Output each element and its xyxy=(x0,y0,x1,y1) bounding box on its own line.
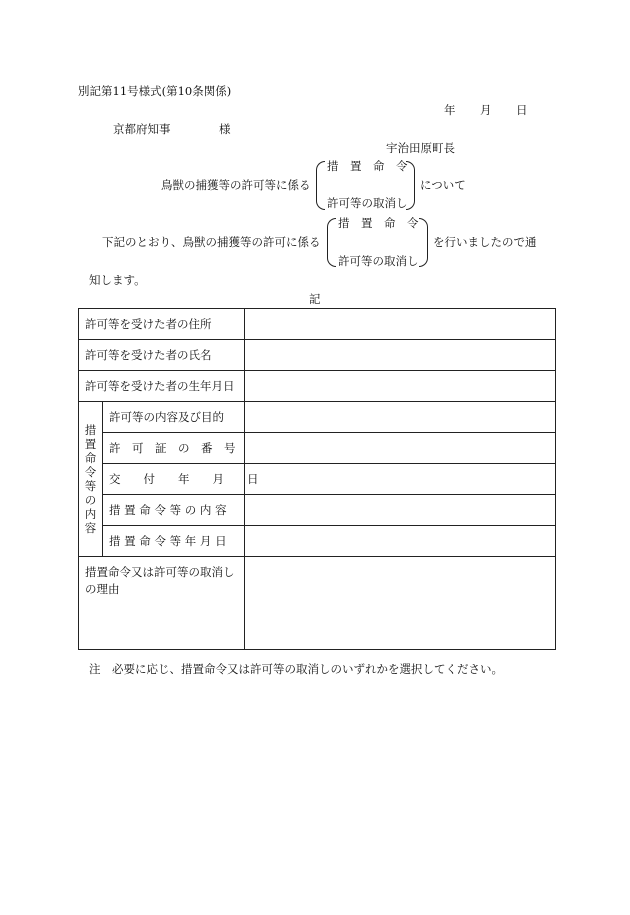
row-value-cell[interactable] xyxy=(245,402,556,433)
table-row xyxy=(79,433,556,464)
row-value-cell[interactable] xyxy=(245,309,556,340)
table-row xyxy=(79,402,556,433)
sender: 宇治田原町長 xyxy=(386,141,455,155)
row-value-cell[interactable] xyxy=(245,526,556,557)
row-value-cell[interactable] xyxy=(245,433,556,464)
row-label: 許可等の内容及び目的 xyxy=(103,402,245,433)
subject-option-top: 措 置 命 令 xyxy=(327,159,408,173)
addressee-name: 京都府知事 xyxy=(113,122,171,136)
table-row xyxy=(79,309,556,340)
addressee-honorific: 様 xyxy=(219,122,231,136)
body-option-bottom: 許可等の取消し xyxy=(338,254,419,268)
reason-value-cell[interactable] xyxy=(245,557,556,650)
date-month: 月 xyxy=(480,103,492,117)
group-label-vertical: 措 置 命 令 等 の 内 容 xyxy=(79,402,103,557)
table-row xyxy=(79,495,556,526)
ki-heading: 記 xyxy=(309,292,321,306)
subject-option-bottom: 許可等の取消し xyxy=(327,196,408,210)
table-row xyxy=(79,526,556,557)
body-suffix: を行いましたので通 xyxy=(433,235,537,249)
row-label: 許 可 証 の 番 号 xyxy=(103,433,245,464)
body-bracket-right xyxy=(419,218,428,267)
date-day: 日 xyxy=(516,103,528,117)
body-prefix: 下記のとおり、鳥獣の捕獲等の許可に係る xyxy=(102,235,321,249)
subject-bracket-left xyxy=(316,161,325,210)
body-continuation: 知します。 xyxy=(89,273,146,287)
reason-label: 措置命令又は許可等の取消しの理由 xyxy=(79,557,245,650)
table-row xyxy=(79,464,556,495)
row-value-cell[interactable] xyxy=(245,340,556,371)
row-label: 許可等を受けた者の住所 xyxy=(79,309,245,340)
table-row xyxy=(79,340,556,371)
table-row xyxy=(79,371,556,402)
row-value-cell[interactable] xyxy=(245,464,556,495)
body-bracket-left xyxy=(327,218,336,267)
subject-prefix: 鳥獣の捕獲等の許可等に係る xyxy=(161,178,311,192)
row-value-cell[interactable] xyxy=(245,495,556,526)
subject-suffix: について xyxy=(420,178,466,192)
date-year: 年 xyxy=(444,103,456,117)
footnote: 注 必要に応じ、措置命令又は許可等の取消しのいずれかを選択してください。 xyxy=(89,662,503,676)
body-option-top: 措 置 命 令 xyxy=(338,216,419,230)
row-value-cell[interactable] xyxy=(245,371,556,402)
table-row xyxy=(79,557,556,650)
row-label: 交 付 年 月 日 xyxy=(103,464,245,495)
form-number: 別記第11号様式(第10条関係) xyxy=(78,84,232,98)
details-table xyxy=(78,308,556,650)
row-label: 措 置 命 令 等 年 月 日 xyxy=(103,526,245,557)
row-label: 許可等を受けた者の氏名 xyxy=(79,340,245,371)
row-label: 措 置 命 令 等 の 内 容 xyxy=(103,495,245,526)
row-label: 許可等を受けた者の生年月日 xyxy=(79,371,245,402)
